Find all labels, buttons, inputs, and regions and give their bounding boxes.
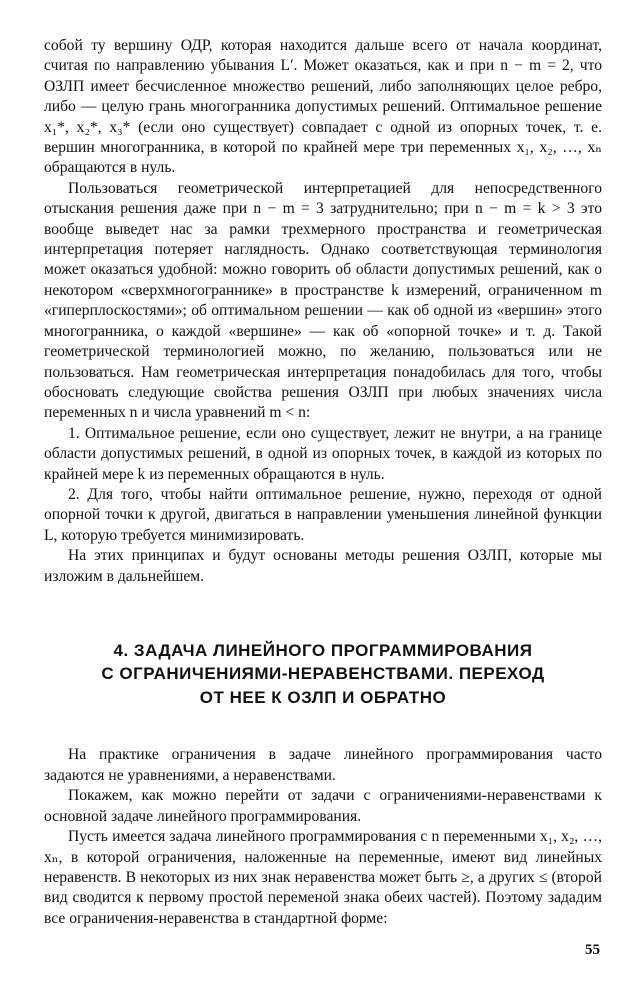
list-item-optimal-solution: 1. Оптимальное решение, если оно существует, лежит не внутри, а на границе области допустимых решений, в одной из опорных точек, в каждой из которых по крайней мере k из переменных обращаются в нуль. (44, 424, 602, 483)
paragraph-odr-vertex: собой ту вершину ОДР, которая находится дальше всего от начала координат, считая по направлению убывания L′. Может оказаться, как и при n − m = 2, что ОЗЛП имеет бесчисленное множество решений, либо заполняющих целое ребро, либо — целую грань многогранника допустимых решений. Оптимальное решение x₁*, x₂*, x₃* (если оно существует) совпадает с одной из опорных точек, т. е. вершин многогранника, в которой по крайней мере три переменных x₁, x₂, …, xₙ обращаются в нуль. (44, 37, 602, 177)
paragraph-problem-statement: Пусть имеется задача линейного программирования с n переменными x₁, x₂, …, xₙ, в которой ограничения, наложенные на переменные, имеют вид линейных неравенств. В некоторых из них знак неравенства может быть ≥, а других ≤ (второй вид сводится к первому простой переменой знака обеих частей). Поэтому зададим все ограничения-неравенства в стандартной форме: (44, 828, 602, 927)
paragraph-show-transition: Покажем, как можно перейти от задачи с ограничениями-неравенствами к основной задаче линейного программирования. (44, 787, 602, 825)
list-item-search-method: 2. Для того, чтобы найти оптимальное решение, нужно, переходя от одной опорной точки к другой, двигаться в направлении уменьшения линейной функции L, которую требуется минимизировать. (44, 485, 602, 544)
page-number: 55 (585, 942, 600, 958)
page-body (44, 36, 602, 929)
section-heading-line-2: С ОГРАНИЧЕНИЯМИ-НЕРАВЕНСТВАМИ. ПЕРЕХОД (101, 664, 545, 684)
section-heading-line-3: ОТ НЕЕ К ОЗЛП И ОБРАТНО (199, 687, 447, 707)
paragraph-principles: На этих принципах и будут основаны методы решения ОЗЛП, которые мы изложим в дальнейшем. (44, 547, 602, 585)
paragraph-geometric-interpretation: Пользоваться геометрической интерпретацией для непосредственного отыскания решения даже при n − m = 3 затруднительно; при n − m = k > 3 это вообще выведет нас за рамки трехмерного пространства и геометрическая интерпретация потеряет наглядность. Однако соответствующая терминология может оказаться удобной: можно говорить об области допустимых решений, как о некотором «сверхмногограннике» в пространстве k измерений, ограниченном m «гиперплоскостями»; об оптимальном решении — как об одной из «вершин» этого многогранника, о каждой «вершине» — как об «опорной точке» и т. д. Такой геометрической терминологией можно, по желанию, пользоваться или не пользоваться. Нам геометрическая интерпретация понадобилась для того, чтобы обосновать следующие свойства решения ОЗЛП при любых значениях числа переменных n и числа уравнений m < n: (44, 179, 602, 422)
section-heading (44, 639, 602, 710)
paragraph-practice: На практике ограничения в задаче линейного программирования часто задаются не уравнениями, а неравенствами. (44, 746, 602, 784)
section-heading-line-1: 4. ЗАДАЧА ЛИНЕЙНОГО ПРОГРАММИРОВАНИЯ (113, 640, 533, 660)
